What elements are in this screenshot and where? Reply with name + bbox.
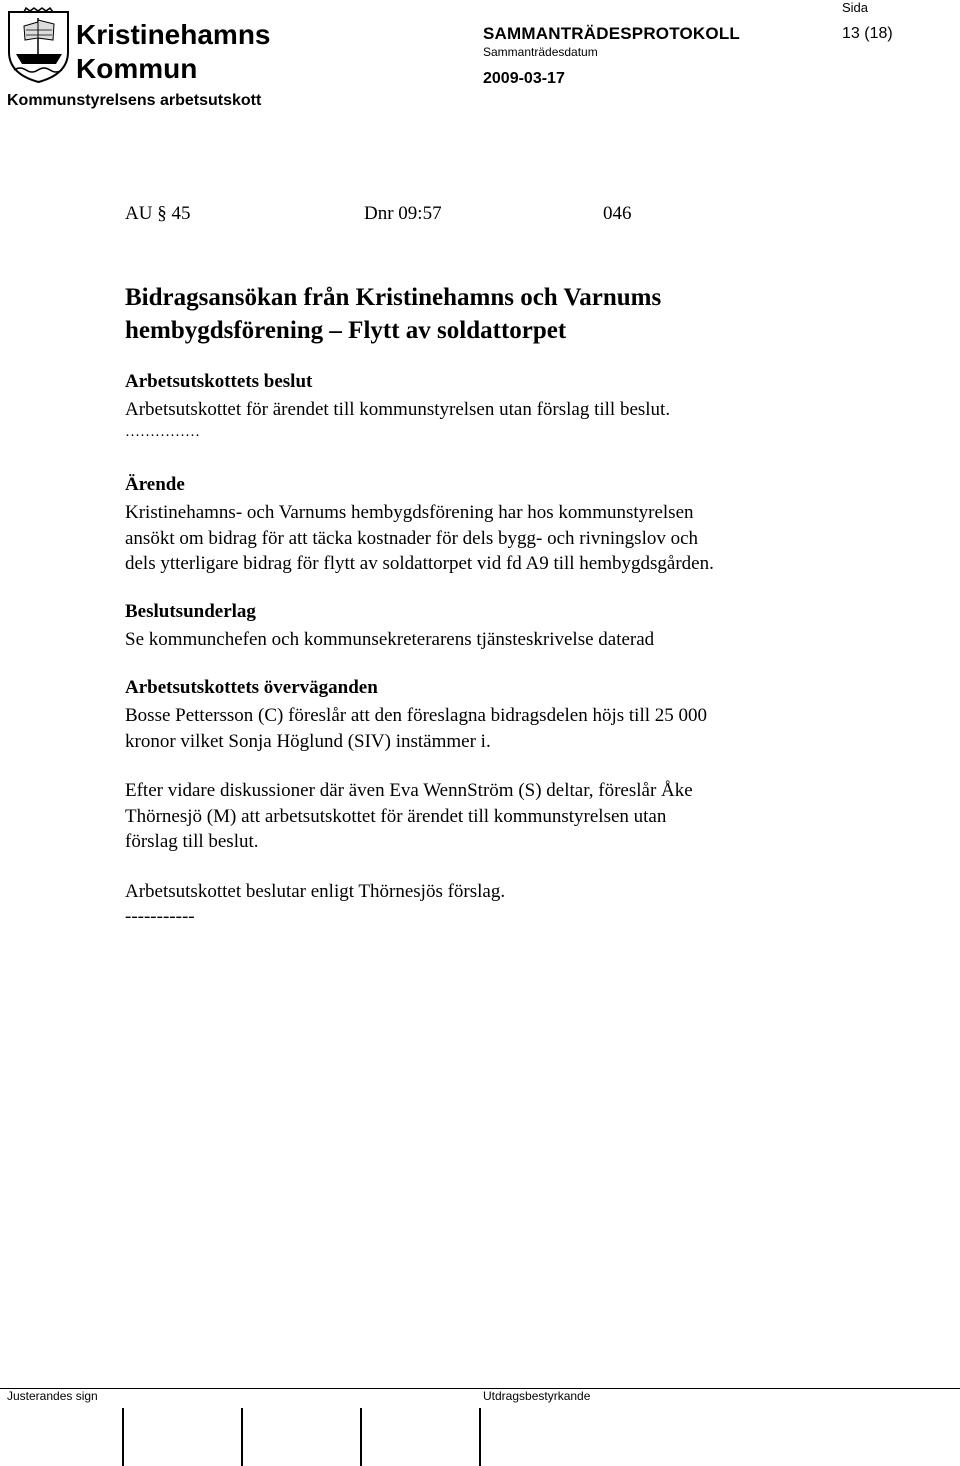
overvaganden-line: kronor vilket Sonja Höglund (SIV) instämmer i. [125,730,491,752]
signature-box-divider [122,1408,124,1466]
ship-emblem-icon [6,8,271,84]
document-title-line: hembygdsförening – Flytt av soldattorpet [125,317,567,344]
committee-name: Kommunstyrelsens arbetsutskott [7,92,262,109]
beslut-dots: …………… [125,424,200,440]
overvaganden-heading: Arbetsutskottets överväganden [125,677,378,698]
signature-box-divider [241,1408,243,1466]
signature-box-divider [360,1408,362,1466]
overvaganden-line: Thörnesjö (M) att arbetsutskottet för ärendet till kommunstyrelsen utan [125,805,667,827]
overvaganden-paragraph [125,703,707,754]
meeting-date: 2009-03-17 [483,70,565,87]
document-title [125,281,661,347]
archive-code: 046 [603,203,632,224]
arende-heading: Ärende [125,474,185,495]
beslut-heading: Arbetsutskottets beslut [125,371,313,392]
beslutsunderlag-heading: Beslutsunderlag [125,601,256,622]
separator-dashes: ----------- [125,906,195,927]
arende-text [125,500,714,577]
justerandes-sign-label: Justerandes sign [7,1389,98,1403]
signature-box-divider [479,1408,481,1466]
footer-divider [0,1388,960,1389]
page-label: Sida [842,0,869,15]
logo-text-line2: Kommun [76,53,198,84]
meeting-date-label: Sammanträdesdatum [483,45,598,59]
page-number: 13 (18) [842,25,893,42]
beslut-text: Arbetsutskottet för ärendet till kommunstyrelsen utan förslag till beslut. [125,399,671,420]
arende-line: ansökt om bidrag för att täcka kostnader för dels bygg- och rivningslov och [125,527,699,549]
arende-line: dels ytterligare bidrag för flytt av soldattorpet vid fd A9 till hembygdsgården. [125,553,714,574]
overvaganden-line: förslag till beslut. [125,831,259,852]
conclusion-text: Arbetsutskottet beslutar enligt Thörnesjös förslag. [125,881,506,902]
utdragsbestyrkande-label: Utdragsbestyrkande [483,1389,591,1403]
beslutsunderlag-text: Se kommunchefen och kommunsekreterarens tjänsteskrivelse daterad [125,629,655,650]
overvaganden-line: Bosse Pettersson (C) föreslår att den föreslagna bidragsdelen höjs till 25 000 [125,705,708,726]
logo-text-line1: Kristinehamns [76,19,271,50]
arende-line: Kristinehamns- och Varnums hembygdsförening har hos kommunstyrelsen [125,502,694,523]
protocol-title: SAMMANTRÄDESPROTOKOLL [483,24,740,43]
overvaganden-paragraph [125,778,693,855]
document-title-line: Bidragsansökan från Kristinehamns och Varnums [125,284,662,311]
overvaganden-line: Efter vidare diskussioner där även Eva WennStröm (S) deltar, föreslår Åke [125,780,693,801]
diary-number: Dnr 09:57 [364,203,442,224]
municipality-logo [6,8,271,84]
au-paragraph-ref: AU § 45 [125,203,191,224]
